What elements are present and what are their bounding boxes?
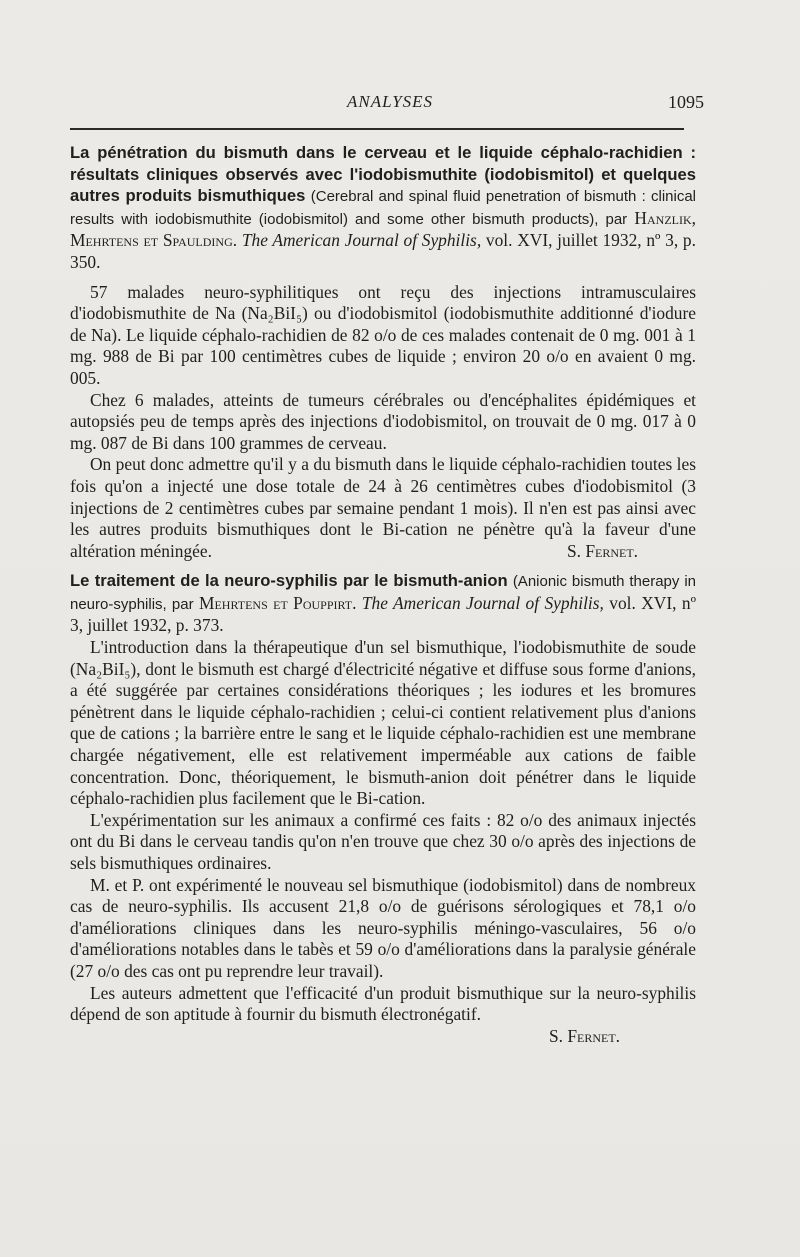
running-title: ANALYSES [346,92,434,111]
entry1-citation: vol. XVI, juillet 1932, nº 3, p. 350. [70,230,696,272]
entry1-translation: (Cerebral and spinal fluid penetration of bismuth : clinical results with iodobismuthite (iodobismitol) and some other bismuth products), par [70,188,696,228]
entry2-authors: Mehrtens et Pouppirt. [199,592,357,613]
entry1-paragraph-2: Chez 6 malades, atteints de tumeurs cérébrales ou d'encéphalites épidémiques et autopsiés peu de temps après des injections d'iodobismitol, on trouvait de 0 mg. 017 à 0 mg. 087 de Bi dans 100 grammes de cerveau. [70,389,696,453]
entry1-journal: The American Journal of Syphilis, [241,230,482,251]
entry2-paragraph-1: L'introduction dans la thérapeutique d'un sel bismuthique, l'iodobismuthite de soude (Na₂BiI₅), dont le bismuth est chargé d'électricité négative et diffuse sous forme d'anions, a été suggérée par certaines considérations théoriques ; les iodures et les bromures pénètrent dans le liquide céphalo-rachidien ; celui-ci contient relativement plus d'anions que de cations ; la barrière entre le sang et le liquide céphalo-rachidien est une membrane chargée négativement, elle est relativement imperméable aux cations de faible concentration. Donc, théoriquement, le bismuth-anion doit pénétrer dans le liquide céphalo-rachidien plus facilement que le Bi-cation. [70,637,696,809]
entry2-paragraph-3: M. et P. ont expérimenté le nouveau sel bismuthique (iodobismitol) dans de nombreux cas de neuro-syphilis. Ils accusent 21,8 o/o de guérisons sérologiques et 78,1 o/o d'améliorations cliniques dans les neuro-syphilis méningo-vasculaires, 56 o/o d'améliorations notables dans le tabès et 59 o/o d'améliorations dans la paralysie générale (27 o/o des cas ont pu reprendre leur travail). [70,874,696,981]
running-head [70,92,710,118]
entry2-signature: S. Fernet. [548,1025,620,1046]
entry1-heading [70,142,696,274]
header-rule [70,128,684,130]
entry1-signature: S. Fernet. [566,540,638,561]
entry1-title: La pénétration du bismuth dans le cerveau et le liquide céphalo-rachidien : résultats cliniques observés avec l'iodobismuthite (iodobismitol) et quelques autres produits bismuthiques [70,143,696,206]
entry2-citation: vol. XVI, nº 3, juillet 1932, p. 373. [70,592,696,636]
page-number: 1095 [668,92,704,112]
entry2-translation: (Anionic bismuth therapy in neuro-syphilis, par [70,573,696,613]
entry1-paragraph-1: 57 malades neuro-syphilitiques ont reçu des injections intramusculaires d'iodobismuthite de Na (Na₂BiI₅) ou d'iodobismitol (iodobismuthite additionné d'iodure de Na). Le liquide céphalo-rachidien de 82 o/o de ces malades contenait de 0 mg. 001 à 1 mg. 988 de Bi par 100 centimètres cubes de liquide ; environ 20 o/o en avaient 0 mg. 005. [70,281,696,388]
entry2-journal: The American Journal of Syphilis, [361,592,604,613]
entry2-heading [70,570,696,637]
entry2-title: Le traitement de la neuro-syphilis par le bismuth-anion [70,571,508,591]
entry1-paragraph-3-text: On peut donc admettre qu'il y a du bismuth dans le liquide céphalo-rachidien toutes les fois qu'on a injecté une dose totale de 24 à 26 centimètres cubes d'iodobismitol (3 injections de 2 centimètres cubes par semaine pendant 1 mois). Il n'en est pas ainsi avec les autres produits bismuthiques dont le Bi-cation ne pénètre qu'à la faveur d'une altération méningée. [70,454,696,561]
spacer [70,562,696,570]
entry2-paragraph-4: Les auteurs admettent que l'efficacité d'un produit bismuthique sur la neuro-syphilis dépend de son aptitude à fournir du bismuth électronégatif. [70,982,696,1025]
entry2-paragraph-2: L'expérimentation sur les animaux a confirmé ces faits : 82 o/o des animaux injectés ont du Bi dans le cerveau tandis qu'on n'en trouve que chez 30 o/o après des injections de sels bismuthiques ordinaires. [70,809,696,873]
entry1-paragraph-3 [70,454,696,562]
spacer [70,274,696,282]
entry1-authors: Hanzlik, Mehrtens et Spaulding. [70,207,696,251]
article-body [70,142,696,1047]
